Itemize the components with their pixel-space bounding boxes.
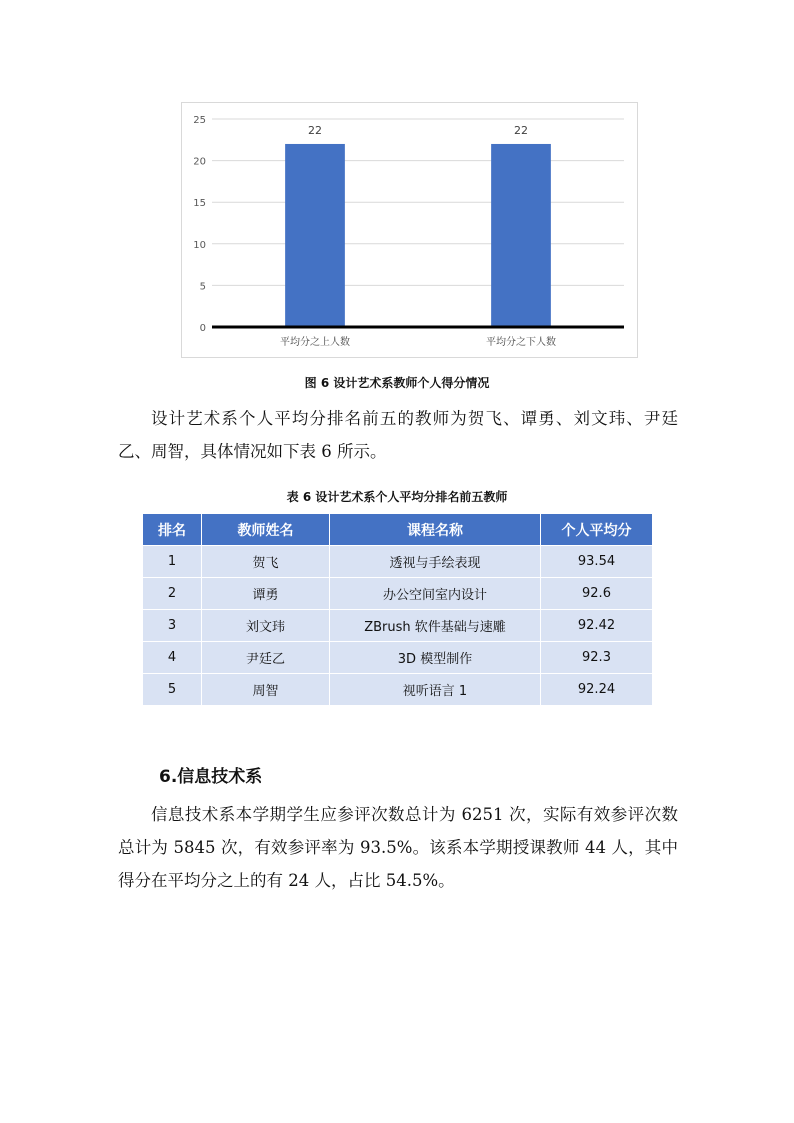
table-caption: 表 6 设计艺术系个人平均分排名前五教师 [286,490,508,504]
y-tick-label: 25 [193,115,206,126]
bar [285,144,345,327]
cell-rank: 2 [143,578,202,610]
data-label: 22 [308,123,322,137]
cell-course: 办公空间室内设计 [330,578,541,610]
cell-course: 3D 模型制作 [330,642,541,674]
ranking-table [142,513,653,706]
header-teacher-name: 教师姓名 [202,514,330,546]
cell-rank: 5 [143,674,202,706]
header-course-name: 课程名称 [330,514,541,546]
cell-teacher: 谭勇 [202,578,330,610]
cell-course: 透视与手绘表现 [330,546,541,578]
data-label: 22 [514,123,528,137]
paragraph-top-five [118,402,678,468]
table-row [143,610,653,642]
paragraph-text: 信息技术系本学期学生应参评次数总计为 6251 次，实际有效参评次数总计为 5845 次，有效参评率为 93.5%。该系本学期授课教师 44 人，其中得分在平均分之上的有 24 人，占比 54.5%。 [118,805,678,890]
cell-score: 92.6 [541,578,653,610]
table-row [143,546,653,578]
paragraph-info-tech [118,798,678,897]
cell-course: ZBrush 软件基础与速雕 [330,610,541,642]
cell-teacher: 尹廷乙 [202,642,330,674]
cell-score: 92.42 [541,610,653,642]
cell-score: 92.24 [541,674,653,706]
paragraph-text: 设计艺术系个人平均分排名前五的教师为贺飞、谭勇、刘文玮、尹廷乙、周智，具体情况如下表 6 所示。 [118,409,678,461]
cell-teacher: 刘文玮 [202,610,330,642]
cell-teacher: 周智 [202,674,330,706]
y-tick-label: 15 [193,198,206,210]
chart-svg [182,103,639,359]
cell-course: 视听语言 1 [330,674,541,706]
cell-score: 93.54 [541,546,653,578]
table-row [143,674,653,706]
section-heading: 6.信息技术系 [159,767,263,787]
x-category-label: 平均分之上人数 [280,337,350,348]
x-category-label: 平均分之下人数 [486,337,556,348]
y-tick-label: 20 [193,156,206,168]
figure-caption: 图 6 设计艺术系教师个人得分情况 [304,376,490,390]
y-tick-label: 5 [199,281,206,293]
cell-teacher: 贺飞 [202,546,330,578]
cell-score: 92.3 [541,642,653,674]
table-header-row [143,514,653,546]
y-tick-label: 0 [199,323,206,334]
table-row [143,578,653,610]
cell-rank: 4 [143,642,202,674]
table-row [143,642,653,674]
bar-chart [181,102,638,358]
cell-rank: 1 [143,546,202,578]
header-rank: 排名 [143,514,202,546]
header-average-score: 个人平均分 [541,514,653,546]
bar [491,144,551,327]
cell-rank: 3 [143,610,202,642]
y-tick-label: 10 [193,239,206,251]
